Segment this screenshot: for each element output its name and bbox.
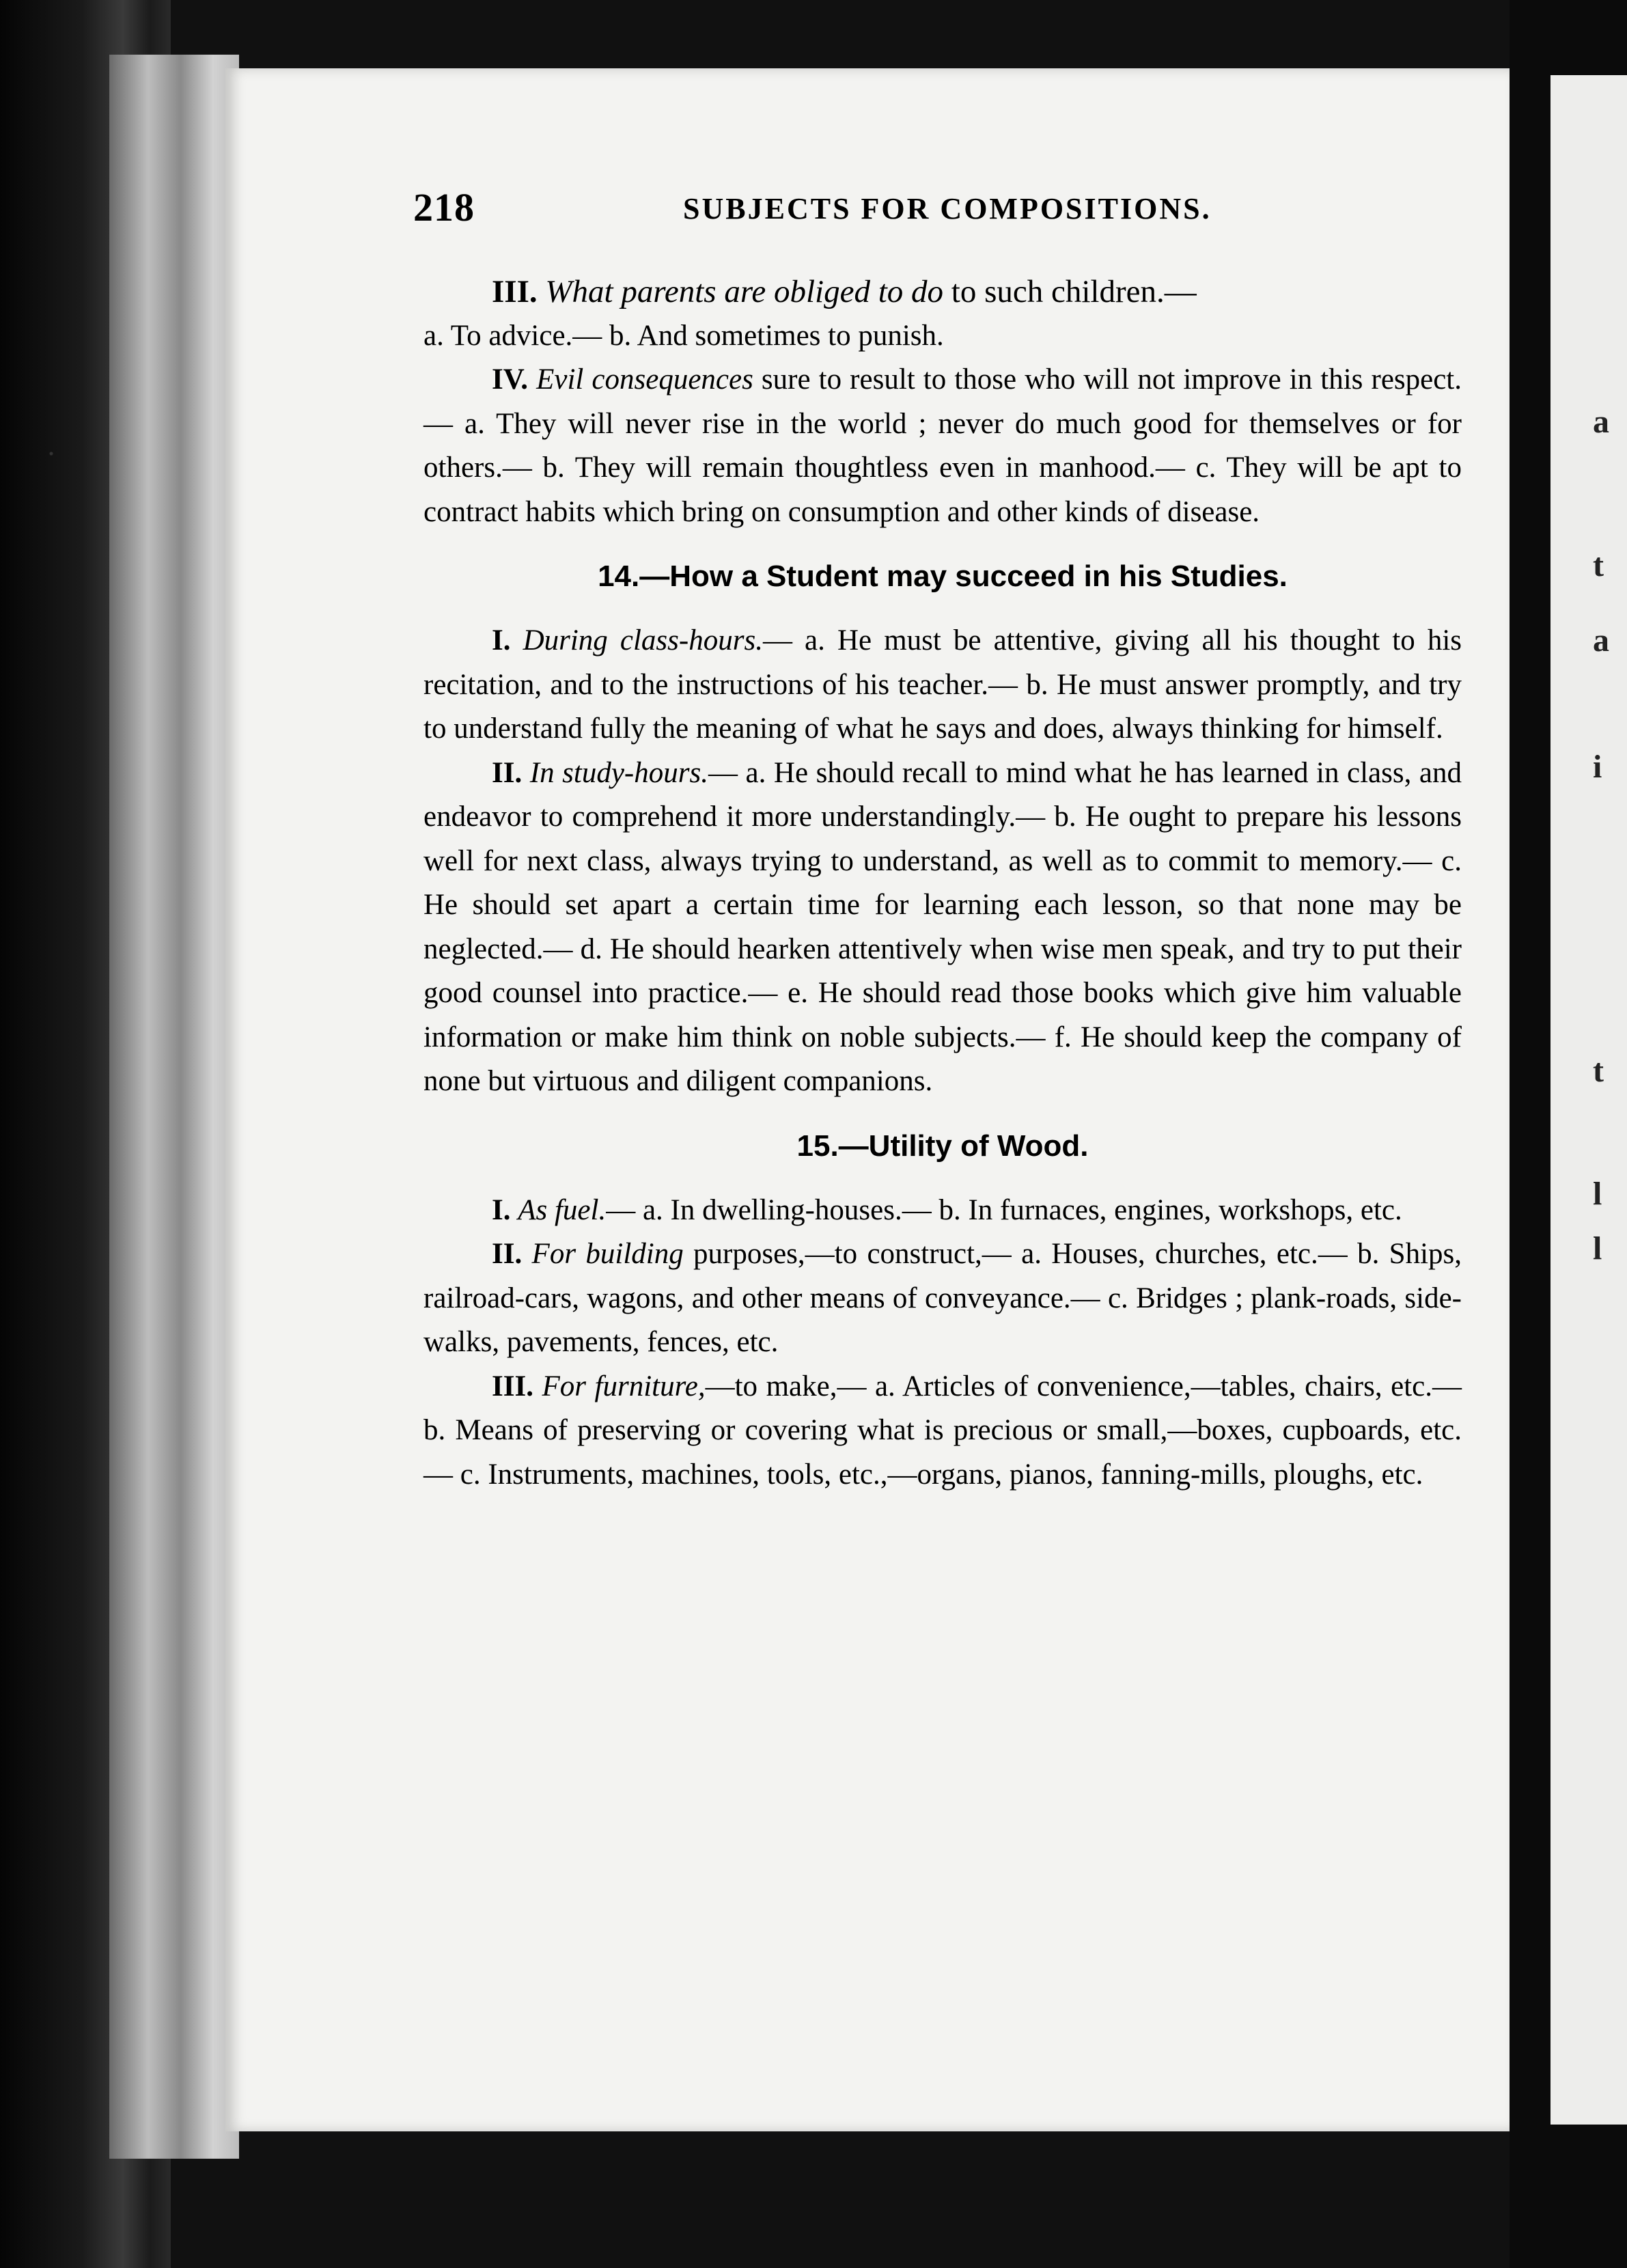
item-title: During class-hours. — [523, 624, 763, 656]
running-title: SUBJECTS FOR COMPOSITIONS. — [683, 192, 1212, 225]
item-label: III. — [492, 274, 538, 309]
paragraph-13-iv — [423, 358, 1462, 534]
item-label: I. — [492, 1193, 511, 1226]
edge-letter: i — [1593, 749, 1602, 785]
item-label: II. — [492, 1238, 523, 1270]
edge-letter: a — [1593, 404, 1609, 440]
paragraph-15-ii — [423, 1232, 1462, 1365]
edge-letter: a — [1593, 622, 1609, 659]
paragraph-15-iii — [423, 1365, 1462, 1497]
paragraph-14-i — [423, 619, 1462, 751]
page-body — [423, 270, 1462, 1497]
item-text: to such children.— — [943, 274, 1197, 309]
item-title: In study-hours. — [529, 756, 708, 789]
paragraph-15-i — [423, 1189, 1462, 1233]
item-text: — a. In dwelling-houses.— b. In furnaces, engines, workshops, etc. — [606, 1193, 1402, 1226]
item-label: II. — [492, 756, 523, 789]
paragraph-14-ii — [423, 751, 1462, 1104]
paragraph-13-iii — [423, 270, 1462, 314]
edge-letter: l — [1593, 1230, 1602, 1267]
item-text: —to make,— a. Articles of convenience,—tables, chairs, etc.— b. Means of preserving or covering what is precious or small,—boxes, cupboards, etc.— c. Instruments, machines, tools, etc.,—organs, pianos, fanning-mills, ploughs, etc. — [423, 1370, 1462, 1491]
page-number: 218 — [413, 185, 475, 230]
item-text: — a. He should recall to mind what he has learned in class, and endeavor to comprehend it more understandingly.— b. He ought to prepare his lessons well for next class, always trying to understand, as well as to commit to memory.— c. He should set apart a certain time for learning each lesson, so that none may be neglected.— d. He should hearken attentively when wise men speak, and try to put their good counsel into practice.— e. He should read those books which give him valuable information or make him think on noble subjects.— f. He should keep the company of none but virtuous and diligent companions. — [423, 756, 1462, 1097]
edge-letter: t — [1593, 547, 1604, 583]
item-label: III. — [492, 1370, 533, 1402]
section-heading-15: 15.—Utility of Wood. — [796, 1129, 1089, 1163]
paragraph-13-iii-a: a. To advice.— b. And sometimes to punish. — [423, 319, 944, 352]
page-header — [413, 184, 1219, 232]
item-text: sure to result to those who will not improve in this respect.— a. They will never rise in the world ; never do much good for themselves or for others.— b. They will remain thoughtless even in manhood.— c. They will be apt to contract habits which bring on consumption and other kinds of disease. — [423, 363, 1462, 528]
edge-letter: t — [1593, 1053, 1604, 1089]
item-text: — a. He must be attentive, giving all his thought to his recitation, and to the instructions of his teacher.— b. He must answer promptly, and try to understand fully the meaning of what he says and does, always thinking for himself. — [423, 624, 1462, 745]
page-stack-edge — [109, 55, 239, 2159]
item-title: What parents are obliged to do — [545, 274, 944, 309]
edge-letter: l — [1593, 1176, 1602, 1212]
section-heading-14: 14.—How a Student may succeed in his Studies. — [598, 559, 1288, 593]
item-title: For furniture, — [542, 1370, 706, 1402]
item-label: IV. — [492, 363, 528, 396]
item-title: Evil consequences — [536, 363, 753, 396]
item-text: purposes,—to construct,— a. Houses, churches, etc.— b. Ships, railroad-cars, wagons, and other means of conveyance.— c. Bridges ; plank-roads, side-walks, pavements, fences, etc. — [423, 1238, 1462, 1358]
item-title: As fuel. — [518, 1193, 607, 1226]
item-label: I. — [492, 624, 511, 656]
next-page-edge — [1550, 75, 1627, 2125]
item-title: For building — [531, 1238, 684, 1270]
